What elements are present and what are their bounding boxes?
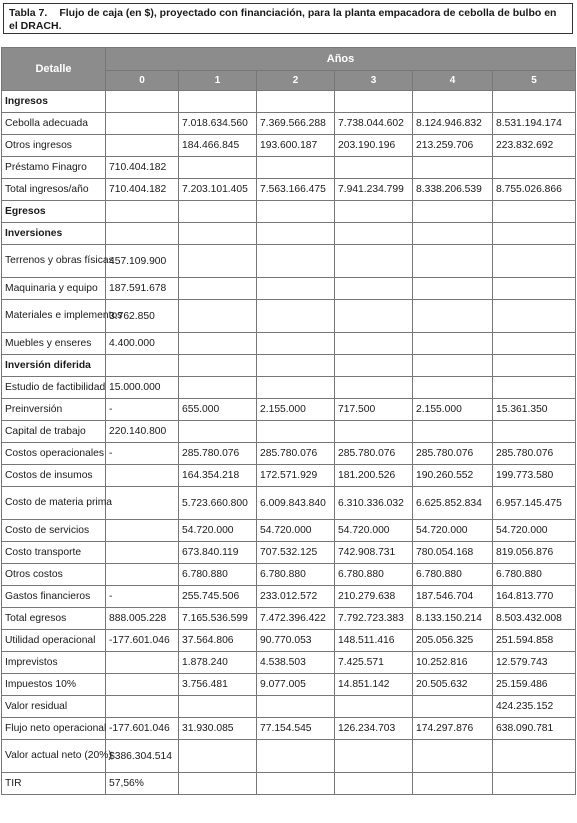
cell-year-1 <box>179 773 257 795</box>
cell-year-0 <box>106 201 179 223</box>
row-label: Costos operacionales <box>2 443 106 465</box>
cell-year-1 <box>179 245 257 278</box>
cell-year-2 <box>257 201 335 223</box>
header-year: 5 <box>493 71 576 91</box>
table-row <box>2 300 576 333</box>
table-row <box>2 399 576 421</box>
cell-year-2 <box>257 740 335 773</box>
cell-year-0 <box>106 223 179 245</box>
cell-year-4 <box>413 740 493 773</box>
section-row <box>2 223 576 245</box>
cell-year-1 <box>179 355 257 377</box>
section-row <box>2 201 576 223</box>
cell-year-5: 15.361.350 <box>493 399 576 421</box>
cell-year-0: - <box>106 586 179 608</box>
cell-year-4: 2.155.000 <box>413 399 493 421</box>
section-label: Ingresos <box>2 91 106 113</box>
cell-year-1 <box>179 157 257 179</box>
cell-year-4: 174.297.876 <box>413 718 493 740</box>
cell-year-3: 7.792.723.383 <box>335 608 413 630</box>
row-label: Materiales e implementos <box>2 300 106 333</box>
table-row <box>2 135 576 157</box>
cash-flow-table <box>1 47 576 795</box>
cell-year-4: 285.780.076 <box>413 443 493 465</box>
row-label: Terrenos y obras físicas <box>2 245 106 278</box>
caption-number: Tabla 7. <box>9 7 48 19</box>
cell-year-2: 90.770.053 <box>257 630 335 652</box>
cell-year-3 <box>335 223 413 245</box>
cell-year-2: 77.154.545 <box>257 718 335 740</box>
cell-year-0: 4.400.000 <box>106 333 179 355</box>
cell-year-1: 7.203.101.405 <box>179 179 257 201</box>
row-label: Cebolla adecuada <box>2 113 106 135</box>
cell-year-0 <box>106 135 179 157</box>
cell-year-5: 25.159.486 <box>493 674 576 696</box>
table-row <box>2 674 576 696</box>
cell-year-5: 164.813.770 <box>493 586 576 608</box>
cell-year-4 <box>413 300 493 333</box>
cell-year-2 <box>257 333 335 355</box>
cell-year-0: 710.404.182 <box>106 157 179 179</box>
cell-year-0 <box>106 674 179 696</box>
cell-year-1: 1.878.240 <box>179 652 257 674</box>
cell-year-1 <box>179 91 257 113</box>
cell-year-5 <box>493 740 576 773</box>
cell-year-3 <box>335 333 413 355</box>
cell-year-1: 184.466.845 <box>179 135 257 157</box>
cell-year-5: 424.235.152 <box>493 696 576 718</box>
cell-year-3: 742.908.731 <box>335 542 413 564</box>
cell-year-0: 710.404.182 <box>106 179 179 201</box>
cell-year-5 <box>493 333 576 355</box>
row-label: Preinversión <box>2 399 106 421</box>
cell-year-5 <box>493 278 576 300</box>
cell-year-4: 6.625.852.834 <box>413 487 493 520</box>
cell-year-3: 6.780.880 <box>335 564 413 586</box>
table-row <box>2 696 576 718</box>
table-row <box>2 586 576 608</box>
cell-year-3: 717.500 <box>335 399 413 421</box>
cell-year-3 <box>335 355 413 377</box>
cell-year-3 <box>335 773 413 795</box>
cell-year-5: 54.720.000 <box>493 520 576 542</box>
table-row <box>2 630 576 652</box>
row-label: Costos de insumos <box>2 465 106 487</box>
cell-year-3: 203.190.196 <box>335 135 413 157</box>
row-label: Flujo neto operacional <box>2 718 106 740</box>
cell-year-3: 285.780.076 <box>335 443 413 465</box>
cell-year-2: 233.012.572 <box>257 586 335 608</box>
caption-text: Flujo de caja (en $), proyectado con financiación, para la planta empacadora de cebolla de bulbo en el DRACH. <box>9 7 557 32</box>
cell-year-2: 4.538.503 <box>257 652 335 674</box>
cell-year-0: 187.591.678 <box>106 278 179 300</box>
cell-year-1: 31.930.085 <box>179 718 257 740</box>
table-row <box>2 421 576 443</box>
cell-year-3: 181.200.526 <box>335 465 413 487</box>
row-label: Valor actual neto (20%) <box>2 740 106 773</box>
cell-year-0 <box>106 487 179 520</box>
table-header <box>2 48 576 91</box>
cell-year-2 <box>257 773 335 795</box>
cell-year-5 <box>493 245 576 278</box>
cell-year-2 <box>257 421 335 443</box>
cell-year-3: 210.279.638 <box>335 586 413 608</box>
cell-year-3 <box>335 421 413 443</box>
row-label: Capital de trabajo <box>2 421 106 443</box>
cell-year-3 <box>335 91 413 113</box>
cell-year-4: 20.505.632 <box>413 674 493 696</box>
cell-year-2: 285.780.076 <box>257 443 335 465</box>
row-label: Total ingresos/año <box>2 179 106 201</box>
cell-year-2 <box>257 696 335 718</box>
cell-year-5: 6.957.145.475 <box>493 487 576 520</box>
cell-year-0 <box>106 542 179 564</box>
row-label: Costo de servicios <box>2 520 106 542</box>
row-label: Utilidad operacional <box>2 630 106 652</box>
cell-year-3 <box>335 377 413 399</box>
cell-year-0: 888.005.228 <box>106 608 179 630</box>
cell-year-4: 8.133.150.214 <box>413 608 493 630</box>
row-label: Otros costos <box>2 564 106 586</box>
cell-year-4 <box>413 773 493 795</box>
cell-year-4: 54.720.000 <box>413 520 493 542</box>
table-row <box>2 652 576 674</box>
cell-year-1: 285.780.076 <box>179 443 257 465</box>
cell-year-1 <box>179 696 257 718</box>
table-row <box>2 520 576 542</box>
cell-year-3: 6.310.336.032 <box>335 487 413 520</box>
cell-year-3: 148.511.416 <box>335 630 413 652</box>
cell-year-5: 12.579.743 <box>493 652 576 674</box>
cell-year-3 <box>335 201 413 223</box>
cell-year-5 <box>493 157 576 179</box>
row-label: Impuestos 10% <box>2 674 106 696</box>
cell-year-5: 8.755.026.866 <box>493 179 576 201</box>
cell-year-4 <box>413 201 493 223</box>
cell-year-1: 255.745.506 <box>179 586 257 608</box>
cell-year-4 <box>413 223 493 245</box>
cell-year-2 <box>257 300 335 333</box>
cell-year-5: 8.531.194.174 <box>493 113 576 135</box>
cell-year-2: 54.720.000 <box>257 520 335 542</box>
row-label: Muebles y enseres <box>2 333 106 355</box>
cell-year-1 <box>179 278 257 300</box>
cell-year-2 <box>257 278 335 300</box>
cell-year-2 <box>257 377 335 399</box>
cell-year-2 <box>257 355 335 377</box>
cell-year-0 <box>106 465 179 487</box>
cell-year-5: 223.832.692 <box>493 135 576 157</box>
cell-year-5: 638.090.781 <box>493 718 576 740</box>
cell-year-5 <box>493 201 576 223</box>
cell-year-3 <box>335 300 413 333</box>
cell-year-4 <box>413 355 493 377</box>
cell-year-4 <box>413 333 493 355</box>
cell-year-0 <box>106 113 179 135</box>
cell-year-0: -177.601.046 <box>106 718 179 740</box>
cell-year-4 <box>413 696 493 718</box>
table-row <box>2 157 576 179</box>
cell-year-5: 251.594.858 <box>493 630 576 652</box>
cell-year-5 <box>493 377 576 399</box>
cell-year-0 <box>106 652 179 674</box>
row-label: Total egresos <box>2 608 106 630</box>
cell-year-2: 7.563.166.475 <box>257 179 335 201</box>
cell-year-0: - <box>106 443 179 465</box>
cell-year-4: 780.054.168 <box>413 542 493 564</box>
row-label: Valor residual <box>2 696 106 718</box>
table-row <box>2 773 576 795</box>
row-label: Gastos financieros <box>2 586 106 608</box>
cell-year-3 <box>335 157 413 179</box>
cell-year-4: 8.338.206.539 <box>413 179 493 201</box>
row-label: Imprevistos <box>2 652 106 674</box>
cell-year-4: 10.252.816 <box>413 652 493 674</box>
cell-year-3: 7.425.571 <box>335 652 413 674</box>
cell-year-0: 220.140.800 <box>106 421 179 443</box>
cell-year-4: 8.124.946.832 <box>413 113 493 135</box>
cell-year-3 <box>335 245 413 278</box>
cell-year-1: 54.720.000 <box>179 520 257 542</box>
cell-year-1 <box>179 740 257 773</box>
cell-year-4 <box>413 278 493 300</box>
section-label: Egresos <box>2 201 106 223</box>
cell-year-0 <box>106 564 179 586</box>
cell-year-4 <box>413 421 493 443</box>
cell-year-0 <box>106 355 179 377</box>
cell-year-5 <box>493 355 576 377</box>
cell-year-0: -177.601.046 <box>106 630 179 652</box>
section-label: Inversiones <box>2 223 106 245</box>
section-row <box>2 91 576 113</box>
cell-year-1: 37.564.806 <box>179 630 257 652</box>
cell-year-0: 3.762.850 <box>106 300 179 333</box>
header-anos: Años <box>106 48 576 71</box>
cell-year-1 <box>179 300 257 333</box>
table-body <box>2 91 576 795</box>
header-year: 3 <box>335 71 413 91</box>
section-row <box>2 355 576 377</box>
cell-year-4: 213.259.706 <box>413 135 493 157</box>
cell-year-5: 285.780.076 <box>493 443 576 465</box>
cell-year-3 <box>335 740 413 773</box>
cell-year-2: 6.780.880 <box>257 564 335 586</box>
cell-year-5 <box>493 300 576 333</box>
cell-year-0: $386.304.514 <box>106 740 179 773</box>
cell-year-5: 8.503.432.008 <box>493 608 576 630</box>
row-label: Préstamo Finagro <box>2 157 106 179</box>
section-label: Inversión diferida <box>2 355 106 377</box>
cell-year-2: 7.472.396.422 <box>257 608 335 630</box>
table-caption <box>3 3 573 34</box>
header-detalle: Detalle <box>2 48 106 91</box>
cell-year-2: 193.600.187 <box>257 135 335 157</box>
table-row <box>2 564 576 586</box>
cell-year-0: 457.109.900 <box>106 245 179 278</box>
cell-year-1: 164.354.218 <box>179 465 257 487</box>
cell-year-1 <box>179 201 257 223</box>
cell-year-2 <box>257 223 335 245</box>
cell-year-4: 205.056.325 <box>413 630 493 652</box>
row-label: Maquinaria y equipo <box>2 278 106 300</box>
cell-year-0 <box>106 696 179 718</box>
cell-year-4 <box>413 377 493 399</box>
table-row <box>2 487 576 520</box>
cell-year-2: 7.369.566.288 <box>257 113 335 135</box>
header-year: 0 <box>106 71 179 91</box>
cell-year-1 <box>179 377 257 399</box>
cell-year-4: 190.260.552 <box>413 465 493 487</box>
cell-year-0 <box>106 520 179 542</box>
cell-year-1 <box>179 333 257 355</box>
cell-year-2: 172.571.929 <box>257 465 335 487</box>
cell-year-4 <box>413 91 493 113</box>
cell-year-0 <box>106 91 179 113</box>
cell-year-1: 3.756.481 <box>179 674 257 696</box>
table-row <box>2 465 576 487</box>
cell-year-2: 6.009.843.840 <box>257 487 335 520</box>
table-row <box>2 542 576 564</box>
cell-year-4 <box>413 245 493 278</box>
cell-year-3: 54.720.000 <box>335 520 413 542</box>
cell-year-1: 6.780.880 <box>179 564 257 586</box>
cell-year-1 <box>179 421 257 443</box>
cell-year-2: 2.155.000 <box>257 399 335 421</box>
cell-year-5 <box>493 91 576 113</box>
cell-year-2 <box>257 245 335 278</box>
row-label: Costo transporte <box>2 542 106 564</box>
cell-year-3 <box>335 278 413 300</box>
row-label: TIR <box>2 773 106 795</box>
header-year: 4 <box>413 71 493 91</box>
cell-year-1 <box>179 223 257 245</box>
cell-year-1: 5.723.660.800 <box>179 487 257 520</box>
row-label: Otros ingresos <box>2 135 106 157</box>
cell-year-1: 7.018.634.560 <box>179 113 257 135</box>
cell-year-2: 707.532.125 <box>257 542 335 564</box>
table-row <box>2 113 576 135</box>
table-row <box>2 245 576 278</box>
header-year: 1 <box>179 71 257 91</box>
table-row <box>2 179 576 201</box>
table-row <box>2 718 576 740</box>
table-row <box>2 333 576 355</box>
table-row <box>2 608 576 630</box>
cell-year-0: 15.000.000 <box>106 377 179 399</box>
cell-year-0: 57,56% <box>106 773 179 795</box>
cell-year-5: 819.056.876 <box>493 542 576 564</box>
cell-year-3: 14.851.142 <box>335 674 413 696</box>
row-label: Costo de materia prima <box>2 487 106 520</box>
cell-year-0: - <box>106 399 179 421</box>
cell-year-4 <box>413 157 493 179</box>
cell-year-3 <box>335 696 413 718</box>
header-year: 2 <box>257 71 335 91</box>
cell-year-3: 7.738.044.602 <box>335 113 413 135</box>
cell-year-3: 126.234.703 <box>335 718 413 740</box>
table-row <box>2 443 576 465</box>
table-row <box>2 377 576 399</box>
cell-year-4: 187.546.704 <box>413 586 493 608</box>
cell-year-3: 7.941.234.799 <box>335 179 413 201</box>
table-row <box>2 740 576 773</box>
cell-year-1: 673.840.119 <box>179 542 257 564</box>
cell-year-1: 7.165.536.599 <box>179 608 257 630</box>
cell-year-5: 6.780.880 <box>493 564 576 586</box>
table-row <box>2 278 576 300</box>
cell-year-2 <box>257 157 335 179</box>
cell-year-2: 9.077.005 <box>257 674 335 696</box>
cell-year-5 <box>493 773 576 795</box>
cell-year-5 <box>493 223 576 245</box>
cell-year-4: 6.780.880 <box>413 564 493 586</box>
row-label: Estudio de factibilidad <box>2 377 106 399</box>
cell-year-2 <box>257 91 335 113</box>
cell-year-5 <box>493 421 576 443</box>
cell-year-5: 199.773.580 <box>493 465 576 487</box>
cell-year-1: 655.000 <box>179 399 257 421</box>
